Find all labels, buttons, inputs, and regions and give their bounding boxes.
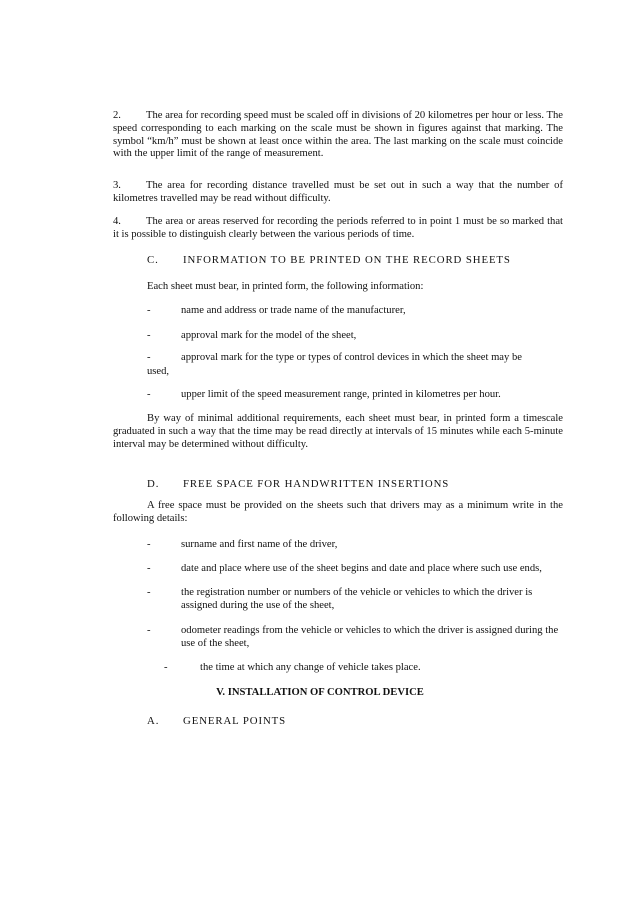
section-c-heading	[147, 254, 511, 266]
bullet-dash: -	[147, 330, 151, 341]
section-d-intro: A free space must be provided on the sheets such that drivers may as a minimum write in the following details:	[113, 500, 563, 524]
section-v-heading: V. INSTALLATION OF CONTROL DEVICE	[216, 687, 424, 698]
list-item: odometer readings from the vehicle or vehicles to which the driver is assigned during the use of the sheet,	[181, 625, 559, 649]
list-item: the registration number or numbers of the vehicle or vehicles to which the driver is assigned during the use of the sheet,	[181, 587, 533, 611]
list-item: approval mark for the model of the sheet,	[181, 330, 357, 341]
paragraph-text: The area for recording speed must be scaled off in divisions of 20 kilometres per hour or less. The speed corresponding to each marking on the scale must be shown in figures against that marking. The symbol “km/h” must be shown at least once within the area. The last marking on the scale must coincide with the upper limit of the range of measurement.	[113, 110, 563, 160]
list-item: name and address or trade name of the manufacturer,	[181, 305, 406, 316]
section-c-closing: By way of minimal additional requirements, each sheet must bear, in printed form a timescale graduated in such a way that the time may be read directly at intervals of 15 minutes while each 5-minute interval may be determined without difficulty.	[113, 413, 563, 450]
list-item: the time at which any change of vehicle takes place.	[200, 662, 421, 673]
list-item: approval mark for the type or types of control devices in which the sheet may be	[181, 352, 522, 363]
list-item-continuation: used,	[147, 366, 170, 377]
section-title: INFORMATION TO BE PRINTED ON THE RECORD SHEETS	[183, 254, 511, 266]
bullet-dash: -	[147, 352, 151, 363]
paragraph-number: 3.	[113, 180, 121, 191]
paragraph-4	[113, 216, 563, 242]
section-c-intro: Each sheet must bear, in printed form, the following information:	[147, 281, 424, 292]
list-item: surname and first name of the driver,	[181, 539, 338, 550]
bullet-dash: -	[164, 662, 168, 673]
list-item: upper limit of the speed measurement range, printed in kilometres per hour.	[181, 389, 501, 400]
bullet-dash: -	[147, 587, 151, 598]
paragraph-2	[113, 110, 563, 161]
section-title: FREE SPACE FOR HANDWRITTEN INSERTIONS	[183, 478, 450, 490]
section-letter: C.	[147, 254, 159, 266]
section-title: GENERAL POINTS	[183, 715, 287, 727]
bullet-dash: -	[147, 563, 151, 574]
bullet-dash: -	[147, 625, 151, 636]
section-letter: A.	[147, 715, 160, 727]
bullet-dash: -	[147, 305, 151, 316]
section-letter: D.	[147, 478, 160, 490]
paragraph-number: 4.	[113, 216, 121, 227]
paragraph-3	[113, 180, 563, 206]
bullet-dash: -	[147, 389, 151, 400]
paragraph-text: The area for recording distance travelled must be set out in such a way that the number of kilometres travelled may be read without difficulty.	[113, 180, 563, 204]
section-a-heading	[147, 715, 286, 727]
list-item: date and place where use of the sheet begins and date and place where such use ends,	[181, 563, 542, 574]
section-d-heading	[147, 478, 449, 490]
bullet-dash: -	[147, 539, 151, 550]
paragraph-number: 2.	[113, 110, 121, 121]
paragraph-text: The area or areas reserved for recording the periods referred to in point 1 must be so marked that it is possible to distinguish clearly between the various periods of time.	[113, 216, 563, 240]
